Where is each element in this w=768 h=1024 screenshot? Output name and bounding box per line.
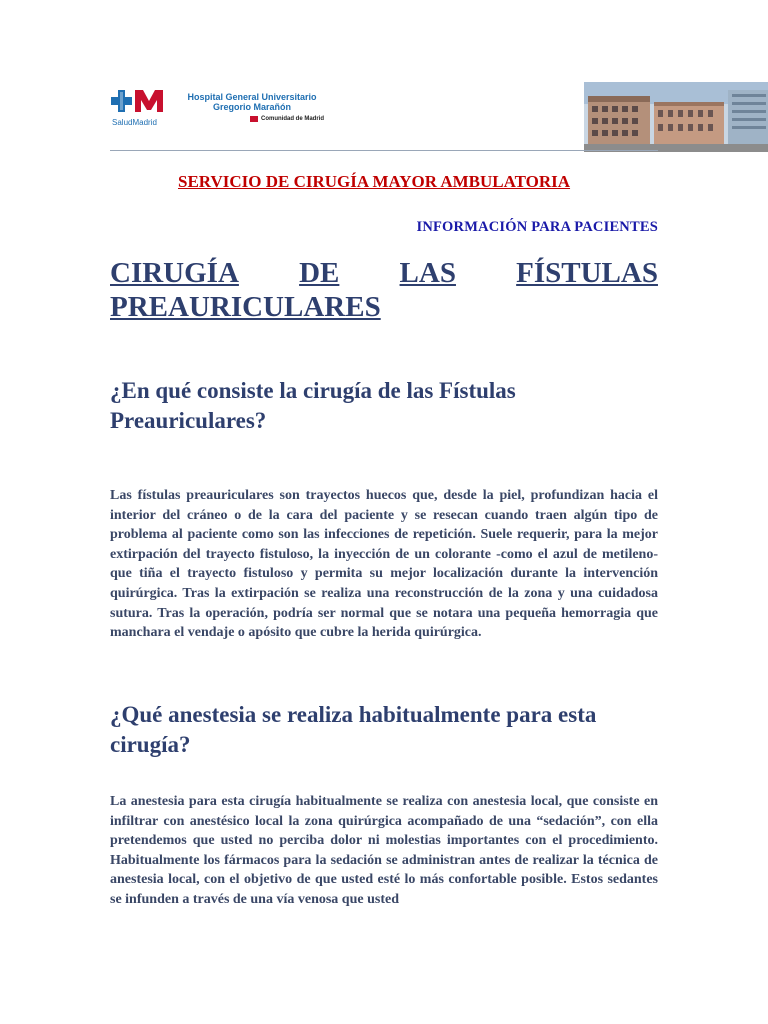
- salud-madrid-logo-mark: [110, 88, 170, 118]
- section-heading-anesthesia: ¿Qué anestesia se realiza habitualmente para esta cirugía?: [110, 702, 597, 757]
- title-word: FÍSTULAS: [516, 257, 658, 289]
- header-divider: [110, 150, 658, 151]
- hospital-name: Hospital General Universitario Gregorio Marañón: [187, 92, 317, 112]
- main-title-line2: PREAURICULARES: [110, 291, 381, 323]
- salud-madrid-label: SaludMadrid: [112, 118, 157, 127]
- title-word: LAS: [399, 257, 456, 289]
- section-heading-procedure: ¿En qué consiste la cirugía de las Fístulas Preauriculares?: [110, 378, 516, 433]
- comunidad-madrid-label: Comunidad de Madrid: [261, 116, 324, 122]
- salud-madrid-logo: [110, 88, 350, 128]
- main-title-line1: [110, 256, 658, 290]
- section-body-procedure: Las fístulas preauriculares son trayectos huecos que, desde la piel, profundizan hacia el interior del cráneo o de la cara del paciente y se resecan cuando traen algún tipo de problema al paciente como son las infecciones de repetición. Suele requerir, para la mejor extirpación del trayecto fistuloso, la inyección de un colorante -como el azul de metileno- que tiña el trayecto fistuloso y permita su mejor localización durante la intervención quirúrgica. Tras la extirpación se realiza una reconstrucción de la zona y una cuidadosa sutura. Tras la operación, podría ser normal que se notara una pequeña hemorragia que manchara el vendaje o apósito que cubre la herida quirúrgica.: [110, 488, 658, 641]
- comunidad-flag-icon: [250, 116, 258, 122]
- main-title: [110, 256, 658, 324]
- hospital-building-image: [584, 82, 768, 152]
- service-title: SERVICIO DE CIRUGÍA MAYOR AMBULATORIA: [178, 172, 571, 191]
- patient-info-label: INFORMACIÓN PARA PACIENTES: [416, 219, 658, 235]
- comunidad-madrid-logo: [250, 116, 324, 122]
- title-word: CIRUGÍA: [110, 257, 239, 289]
- title-word: DE: [299, 257, 340, 289]
- document-header: [110, 82, 658, 154]
- section-body-anesthesia: La anestesia para esta cirugía habitualmente se realiza con anestesia local, que consiste en infiltrar con anestésico local la zona quirúrgica acompañado de una “sedación”, con ella pretendemos que usted no perciba dolor ni molestias importantes con el procedimiento. Habitualmente los fármacos para la sedación se administran antes de realizar la técnica de anestesia local, con el objetivo de que usted esté lo más confortable posible. Estos sedantes se infunden a través de una vía venosa que usted: [110, 794, 658, 907]
